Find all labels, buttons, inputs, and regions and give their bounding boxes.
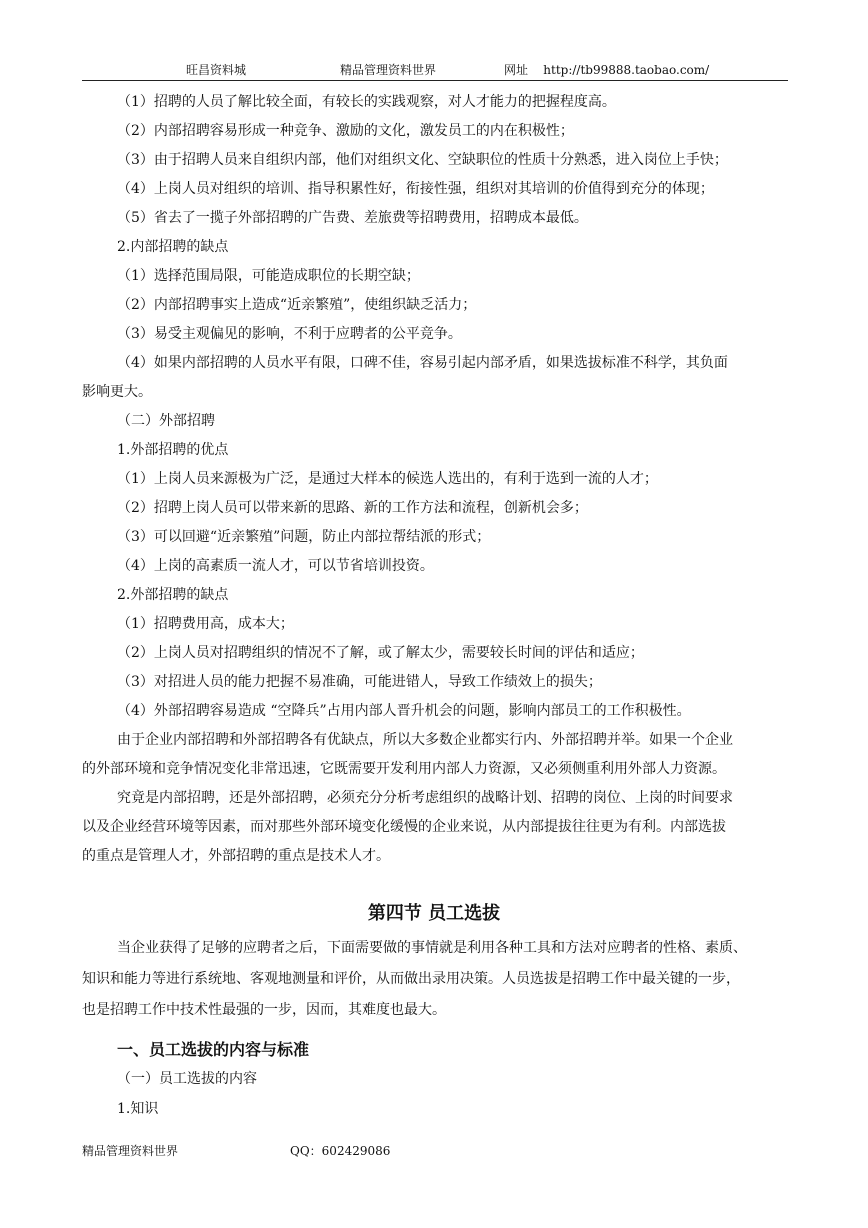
heading-line: 2.外部招聘的缺点 (117, 587, 229, 603)
header-url[interactable]: http://tb99888.taobao.com/ (543, 63, 710, 77)
subheading: 一、员工选拔的内容与标准 (117, 1040, 310, 1059)
heading-line: 1.知识 (117, 1101, 159, 1117)
paragraph-line: （1）招聘费用高，成本大； (117, 616, 294, 632)
paragraph-line: 影响更大。 (82, 384, 152, 400)
paragraph-line: 由于企业内部招聘和外部招聘各有优缺点，所以大多数企业都实行内、外部招聘并举。如果一个企业 (117, 732, 733, 748)
paragraph-line: 的重点是管理人才，外部招聘的重点是技术人才。 (82, 848, 390, 864)
paragraph-line: （4）如果内部招聘的人员水平有限，口碑不佳，容易引起内部矛盾，如果选拔标准不科学，其负面 (117, 355, 728, 371)
paragraph-line: （5）省去了一揽子外部招聘的广告费、差旅费等招聘费用，招聘成本最低。 (117, 210, 588, 226)
paragraph-line: （3）易受主观偏见的影响，不利于应聘者的公平竞争。 (117, 326, 462, 342)
paragraph-line: （1）上岗人员来源极为广泛，是通过大样本的候选人选出的，有利于选到一流的人才； (117, 471, 658, 487)
heading-line: 1.外部招聘的优点 (117, 442, 229, 458)
paragraph-line: 也是招聘工作中技术性最强的一步，因而，其难度也最大。 (82, 1002, 446, 1018)
header-url-label: 网址 (504, 63, 529, 77)
heading-line: 2.内部招聘的缺点 (117, 239, 229, 255)
paragraph-line: （2）内部招聘事实上造成“近亲繁殖”，使组织缺乏活力； (117, 297, 477, 313)
section-title: 第四节 员工选拔 (367, 903, 501, 924)
paragraph-line: （2）上岗人员对招聘组织的情况不了解，或了解太少，需要较长时间的评估和适应； (117, 645, 644, 661)
header-url-group (504, 60, 709, 80)
paragraph-line: 知识和能力等进行系统地、客观地测量和评价，从而做出录用决策。人员选拔是招聘工作中最关键的一步， (82, 971, 740, 987)
paragraph-line: （3）对招进人员的能力把握不易准确，可能进错人，导致工作绩效上的损失； (117, 674, 602, 690)
paragraph-line: （4）上岗人员对组织的培训、指导积累性好，衔接性强，组织对其培训的价值得到充分的体现； (117, 181, 714, 197)
paragraph-line: （4）上岗的高素质一流人才，可以节省培训投资。 (117, 558, 434, 574)
paragraph-line: 以及企业经营环境等因素，而对那些外部环境变化缓慢的企业来说，从内部提拔往往更为有利。内部选拔 (82, 819, 726, 835)
footer-contact: QQ：602429086 (290, 1144, 391, 1158)
paragraph-line: 当企业获得了足够的应聘者之后，下面需要做的事情就是利用各种工具和方法对应聘者的性格、素质、 (117, 940, 747, 956)
paragraph-line: （2）内部招聘容易形成一种竞争、激励的文化，激发员工的内在积极性； (117, 123, 574, 139)
paragraph-line: （1）招聘的人员了解比较全面，有较长的实践观察，对人才能力的把握程度高。 (117, 94, 616, 110)
paragraph-line: （4）外部招聘容易造成 “空降兵”占用内部人晋升机会的问题，影响内部员工的工作积极性。 (117, 703, 691, 719)
header-brand: 精品管理资料世界 (340, 63, 437, 77)
paragraph-line: 的外部环境和竞争情况变化非常迅速，它既需要开发利用内部人力资源，又必须侧重利用外部人力资源。 (82, 761, 726, 777)
header-site-name: 旺昌资料城 (186, 63, 247, 77)
paragraph-line: （1）选择范围局限，可能造成职位的长期空缺； (117, 268, 420, 284)
paragraph-line: （2）招聘上岗人员可以带来新的思路、新的工作方法和流程，创新机会多； (117, 500, 588, 516)
heading-line: （一）员工选拔的内容 (117, 1071, 257, 1087)
paragraph-line: （3）由于招聘人员来自组织内部，他们对组织文化、空缺职位的性质十分熟悉，进入岗位上手快； (117, 152, 728, 168)
paragraph-line: （3）可以回避“近亲繁殖”问题，防止内部拉帮结派的形式； (117, 529, 491, 545)
heading-line: （二）外部招聘 (117, 413, 215, 429)
footer-brand: 精品管理资料世界 (82, 1144, 179, 1158)
page-header (82, 60, 788, 81)
paragraph-line: 究竟是内部招聘，还是外部招聘，必须充分分析考虑组织的战略计划、招聘的岗位、上岗的时间要求 (117, 790, 733, 806)
